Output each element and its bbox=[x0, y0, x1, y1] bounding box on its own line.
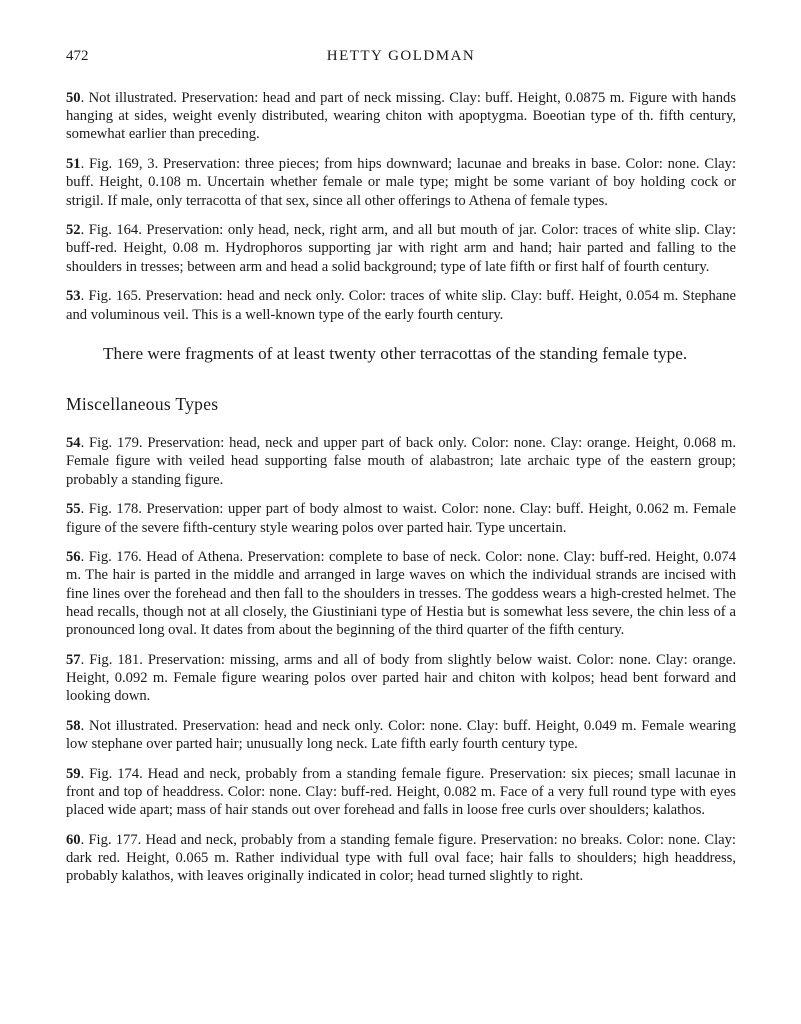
entry-text: . Not illustrated. Preservation: head and neck only. Color: none. Clay: buff. Height, 0.049 m. Female wearing low stephane over parted hair; unusually long neck. Late fifth early fourth century type. bbox=[66, 717, 736, 753]
entry-text: . Fig. 164. Preservation: only head, neck, right arm, and all but mouth of jar. Color: traces of white slip. Clay: buff-red. Height, 0.08 m. Hydrophoros supporting jar with right arm and hand; hair parted and falling to the shoulders in tresses; between arm and head a solid background; type of late fifth or first half of fourth century. bbox=[66, 222, 736, 275]
running-title: HETTY GOLDMAN bbox=[326, 48, 476, 64]
catalogue-entry bbox=[66, 221, 736, 276]
catalogue-entry bbox=[66, 765, 736, 820]
catalogue-entry bbox=[66, 717, 736, 753]
entry-number: 50 bbox=[66, 90, 81, 106]
catalogue-entry bbox=[66, 651, 736, 706]
entry-number: 60 bbox=[66, 831, 81, 848]
summary-paragraph: There were fragments of at least twenty other terracottas of the standing female type. bbox=[103, 343, 688, 363]
page bbox=[66, 48, 736, 897]
catalogue-entry bbox=[66, 434, 736, 489]
entry-number: 54 bbox=[66, 435, 81, 452]
entry-text: . Fig. 174. Head and neck, probably from a standing female figure. Preservation: six pieces; small lacunae in front and top of headdress. Color: none. Clay: buff-red. Height, 0.082 m. Face of a very full round type with eyes placed wide apart; mass of hair stands out over forehead and falls in loose free curls over shoulders; kalathos. bbox=[66, 765, 736, 819]
entry-number: 53 bbox=[66, 288, 81, 305]
catalogue-entry bbox=[66, 500, 736, 536]
entry-text: . Fig. 177. Head and neck, probably from a standing female figure. Preservation: no breaks. Color: none. Clay: dark red. Height, 0.065 m. Rather individual type with full oval face; hair falls to shoulders; high headdress, probably kalathos, with leaves originally indicated in color; head turned slightly to right. bbox=[66, 831, 736, 885]
catalogue-entry bbox=[66, 89, 736, 144]
entry-text: . Fig. 178. Preservation: upper part of body almost to waist. Color: none. Clay: buff. Height, 0.062 m. Female figure of the severe fifth-century style wearing polos over parted hair. Type uncertain. bbox=[66, 501, 736, 536]
catalogue-entry bbox=[66, 155, 736, 210]
entry-number: 59 bbox=[66, 765, 81, 782]
section-heading: Miscellaneous Types bbox=[66, 394, 219, 415]
entry-number: 57 bbox=[66, 651, 81, 668]
catalogue-entries-standing bbox=[66, 89, 736, 324]
entry-number: 52 bbox=[66, 222, 81, 239]
entry-text: . Not illustrated. Preservation: head and part of neck missing. Clay: buff. Height, 0.0875 m. Figure with hands hanging at sides, weight evenly distributed, wearing chiton with apoptygma. Boeotian type of th. fifth century, somewhat earlier than preceding. bbox=[66, 90, 736, 143]
entry-text: . Fig. 165. Preservation: head and neck only. Color: traces of white slip. Clay: buff. Height, 0.054 m. Stephane and voluminous veil. This is a well-known type of the early fourth century. bbox=[66, 288, 736, 323]
entry-number: 55 bbox=[66, 501, 81, 518]
entry-text: . Fig. 179. Preservation: head, neck and upper part of back only. Color: none. Clay: orange. Height, 0.068 m. Female figure with veiled head supporting false mouth of alabastron; late archaic type of the eastern group; probably a standing figure. bbox=[66, 435, 736, 488]
entry-text: . Fig. 176. Head of Athena. Preservation: complete to base of neck. Color: none. Clay: buff-red. Height, 0.074 m. The hair is parted in the middle and arranged in large waves on which the individual strands are incised with fine lines over the forehead and then fall to the shoulders in tresses. The goddess wears a high-crested helmet. The head recalls, though not at all closely, the Giustiniani type of Hestia but is somewhat less severe, the chin less of a pronounced long oval. It dates from about the beginning of the third quarter of the fifth century. bbox=[66, 549, 736, 639]
entry-number: 51 bbox=[66, 156, 81, 173]
catalogue-entries-miscellaneous bbox=[66, 434, 736, 885]
entry-text: . Fig. 181. Preservation: missing, arms and all of body from slightly below waist. Color: none. Clay: orange. Height, 0.092 m. Female figure wearing polos over parted hair and chiton with kolpos; head bent forward and looking down. bbox=[66, 651, 736, 705]
entry-text: . Fig. 169, 3. Preservation: three pieces; from hips downward; lacunae and breaks in base. Color: none. Clay: buff. Height, 0.108 m. Uncertain whether female or male type; might be some variant of boy holding cock or strigil. If male, only terracotta of that sex, since all other offerings to Athena of female types. bbox=[66, 156, 736, 209]
catalogue-entry bbox=[66, 548, 736, 639]
running-head bbox=[66, 48, 736, 70]
page-number: 472 bbox=[66, 48, 89, 64]
catalogue-entry bbox=[66, 831, 736, 886]
entry-number: 56 bbox=[66, 549, 81, 566]
catalogue-entry bbox=[66, 287, 736, 323]
entry-number: 58 bbox=[66, 717, 81, 734]
